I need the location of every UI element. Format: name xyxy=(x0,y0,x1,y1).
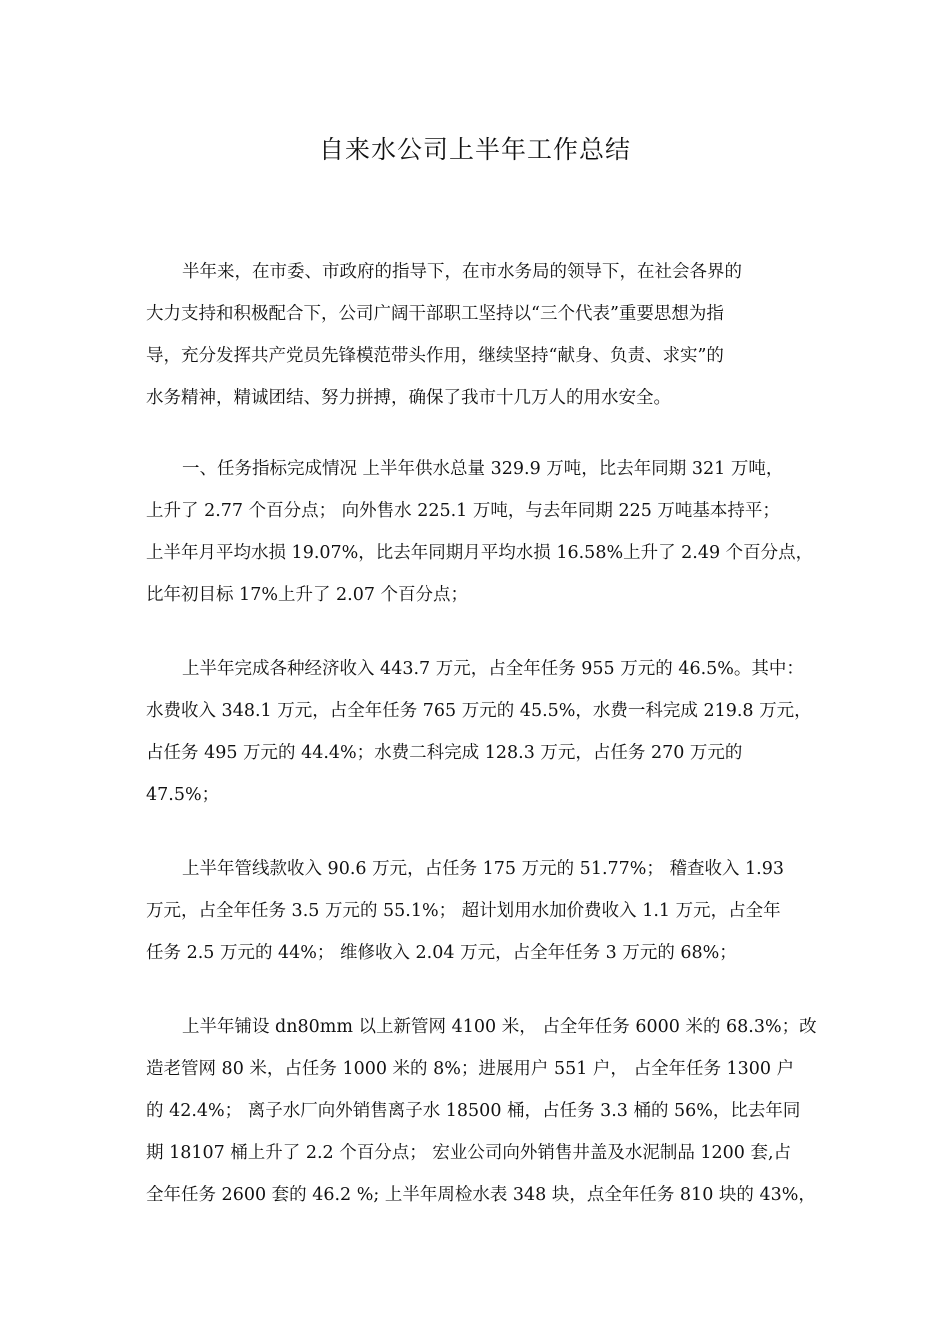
document-title: 自来水公司上半年工作总结 xyxy=(318,135,631,164)
paragraph-line: 上半年月平均水损 19.07%，比去年同期月平均水损 16.58%上升了 2.49 个百分点， xyxy=(146,543,814,563)
paragraph-line: 47.5%； xyxy=(146,785,220,805)
paragraph-line: 导，充分发挥共产党员先锋模范带头作用，继续坚持“献身、负责、求实”的 xyxy=(146,346,724,366)
paragraph-line: 上半年铺设 dn80mm 以上新管网 4100 米， 占全年任务 6000 米的 68.3%；改 xyxy=(182,1017,817,1037)
paragraph-line: 水务精神，精诚团结、努力拼搏，确保了我市十几万人的用水安全。 xyxy=(146,388,671,408)
paragraph-line: 上半年管线款收入 90.6 万元，占任务 175 万元的 51.77%； 稽查收入 1.93 xyxy=(182,859,784,879)
paragraph-line: 造老管网 80 米，占任务 1000 米的 8%；进展用户 551 户， 占全年任务 1300 户 xyxy=(146,1059,795,1079)
paragraph-task-indicators xyxy=(146,448,826,616)
paragraph-line: 水费收入 348.1 万元，占全年任务 765 万元的 45.5%，水费一科完成 219.8 万元， xyxy=(146,701,812,721)
paragraph-line: 上半年完成各种经济收入 443.7 万元，占全年任务 955 万元的 46.5%。其中： xyxy=(182,659,804,679)
paragraph-economic-income xyxy=(146,648,826,816)
paragraph-pipeline-income xyxy=(146,848,826,974)
paragraph-line: 一、任务指标完成情况 上半年供水总量 329.9 万吨，比去年同期 321 万吨， xyxy=(182,459,784,479)
paragraph-line: 任务 2.5 万元的 44%； 维修收入 2.04 万元，占全年任务 3 万元的 68%； xyxy=(146,943,737,963)
paragraph-line: 万元，占全年任务 3.5 万元的 55.1%； 超计划用水加价费收入 1.1 万元，占全年 xyxy=(146,901,781,921)
paragraph-line: 半年来，在市委、市政府的指导下，在市水务局的领导下，在社会各界的 xyxy=(182,262,742,282)
paragraph-line: 比年初目标 17%上升了 2.07 个百分点； xyxy=(146,585,469,605)
paragraph-line: 的 42.4%； 离子水厂向外销售离子水 18500 桶，占任务 3.3 桶的 56%，比去年同 xyxy=(146,1101,801,1121)
paragraph-line: 上升了 2.77 个百分点； 向外售水 225.1 万吨，与去年同期 225 万吨基本持平； xyxy=(146,501,780,521)
paragraph-line: 大力支持和积极配合下，公司广阔干部职工坚持以“三个代表”重要思想为指 xyxy=(146,304,724,324)
paragraph-line: 占任务 495 万元的 44.4%；水费二科完成 128.3 万元，占任务 270 万元的 xyxy=(146,743,743,763)
paragraph-line: 全年任务 2600 套的 46.2 %; 上半年周检水表 348 块，点全年任务 810 块的 43%， xyxy=(146,1185,816,1205)
paragraph-intro xyxy=(146,251,826,419)
paragraph-pipe-network xyxy=(146,1006,826,1216)
paragraph-line: 期 18107 桶上升了 2.2 个百分点； 宏业公司向外销售井盖及水泥制品 1200 套,占 xyxy=(146,1143,792,1163)
